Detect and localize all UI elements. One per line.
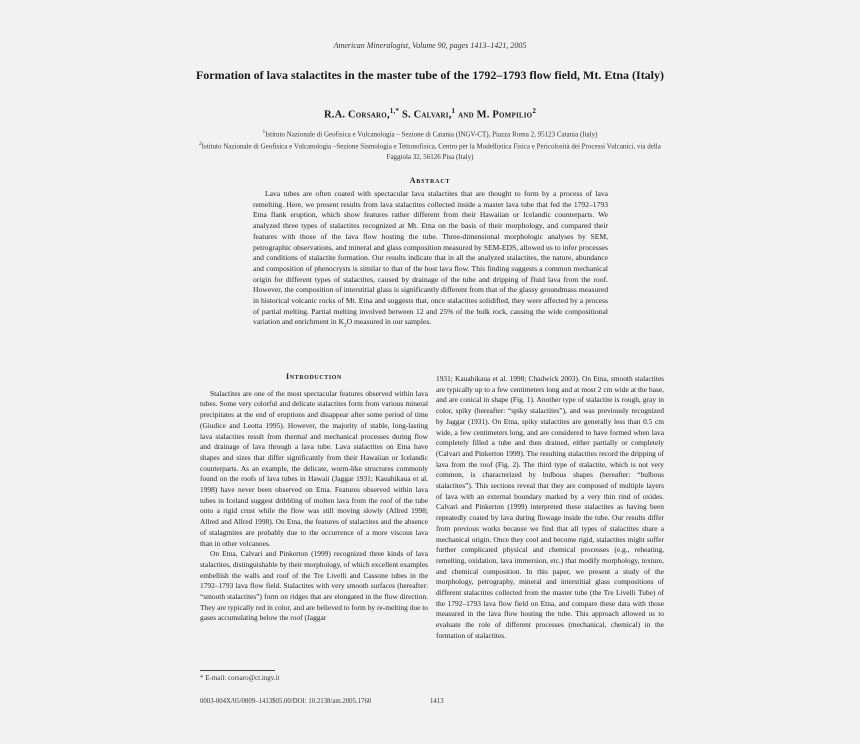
page-number: 1413	[430, 698, 444, 705]
column-right	[436, 374, 664, 642]
abstract-text: Lava tubes are often coated with spectacular lava stalactites that are thought to form by a process of lava remelting. Here, we present results from lava stalactites collected inside a master lava tube that fed the 1792–1793 Etna flank eruption, which show features rather different from their Hawaiian or Icelandic counterparts. We analyzed three types of stalactites recognized at Mt. Etna on the basis of their morphology, and compared their features with those of the lava flow hosting the tube. Three-dimensional morphologic analyses by SEM, petrographic observations, and mineral and glass composition measured by SEM-EDS, allowed us to infer processes and conditions of stalactite formation. Our results indicate that in all the analyzed stalactites, the nature, abundance and composition of phenocrysts is similar to that of the host lava flow. This finding suggests a common mechanical origin for different types of stalactites, caused by drainage of the tube and dripping of fluid lava from the roof. However, the composition of interstitial glass is significantly different from that of the glassy groundmass measured in historical volcanic rocks of Mt. Etna and suggests that, once stalactites solidified, they were affected by a process of partial melting. Partial melting involved between 12 and 25% of the bulk rock, causing the wide compositional variation and enrichment in K	[253, 189, 608, 327]
affiliation-2-text: Istituto Nazionale di Geofisica e Vulcanologia –Sezione Sismologia e Tettonofisica, Centro per la Modellistica Fisica e Pericolosità dei Processi Vulcanici, via della Faggiola 32, 56126 Pisa (Italy)	[201, 142, 661, 161]
author-1-sup: 1,*	[389, 107, 400, 115]
column-left	[200, 372, 428, 624]
author-2-sup: 1	[451, 107, 456, 115]
author-2: S. Calvari,	[401, 109, 452, 121]
abstract-body	[253, 189, 608, 333]
affiliation-1	[195, 128, 665, 140]
author-3: and M. Pompilio	[458, 109, 533, 121]
abstract-subscript: 2	[344, 323, 347, 329]
footnote-email: * E-mail: corsaro@ct.ingv.it	[200, 674, 280, 682]
author-1: R.A. Corsaro,	[323, 109, 390, 121]
introduction-heading: Introduction	[286, 372, 342, 381]
affiliation-1-text: Istituto Nazionale di Geofisica e Vulcanologia – Sezione di Catania (INGV-CT), Piazza Roma 2, 95123 Catania (Italy)	[265, 130, 598, 139]
author-line	[0, 107, 860, 121]
abstract-text-end: O measured in our samples.	[346, 317, 432, 327]
paper-title: Formation of lava stalactites in the master tube of the 1792–1793 flow field, Mt. Etna (Italy)	[195, 68, 665, 82]
affiliation-2	[195, 140, 665, 162]
author-3-sup: 2	[532, 107, 537, 115]
intro-paragraph-2: On Etna, Calvari and Pinkerton (1999) recognized three kinds of lava stalactites, distinguishable by their morphology, of which excellent examples embellish the walls and roof of the Tre Livelli and Cassone tubes in the 1792–1793 lava flow field. Stalactites with very smooth surfaces (hereafter: “smooth stalactites”) form on ridges that are elongated in the flow direction. They are typically red in color, and are believed to form by re-melting due to gases accumulating below the roof (Jaggar	[200, 549, 428, 623]
footnote-rule	[200, 670, 275, 671]
footer-doi: 0003-004X/05/0809–1413$05.00/DOI: 10.2138/am.2005.1760	[200, 698, 372, 705]
affiliation-2-num: 2	[199, 141, 202, 147]
journal-header: American Mineralogist, Volume 90, pages 1413–1421, 2005	[333, 41, 527, 50]
intro-paragraph-3: 1931; Kauahikaua et al. 1998; Chadwick 2003). On Etna, smooth stalactites are typically up to a few centimeters long and at most 2 cm wide at the base, and are conical in shape (Fig. 1). Another type of stalactite is rough, gray in color, spiky (hereafter: “spiky stalactites”), and was previously recognized by Jaggar (1931). On Etna, spiky stalactites are generally less than 0.5 cm wide, a few centimeters long, and are considered to have formed when lava completely filled a tube and then drained, either partially or completely (Calvari and Pinkerton 1999). The resulting stalactites record the dripping of lava from the roof (Fig. 2). The third type of stalactite, which is not very common, is characterized by bulbous shapes (hereafter: “bulbous stalactites”). This sections reveal that they are composed of multiple layers of lava with an external boundary marked by a very thin rind of oxides. Calvari and Pinkerton (1999) interpreted these stalactites as having been repeatedly coated by lava during flowage inside the tube. Our results differ from previous works because we find that all types of stalactites share a mechanical origin. Once they cool and become rigid, stalactites might suffer further complicated physical and chemical processes (e.g., reheating, remelting, oxidation, lava immersion, etc.) that modify morphology, texture, and chemical composition. In this paper, we present a study of the morphology, petrography, mineral and interstitial glass compositions of different stalactites collected from the master tube (the Tre Livelli Tube) of the 1792–1793 lava flow field on Etna, and compare these data with those measured in the lava flow hosting the tube. This approach allowed us to evaluate the role of different processes (mechanical, chemical) in the formation of stalactites.	[436, 374, 664, 640]
affiliation-1-num: 1	[262, 130, 266, 135]
affiliations	[195, 128, 665, 162]
intro-paragraph-1: Stalactites are one of the most spectacular features observed within lava tubes. Some very colorful and delicate stalactites form from various mineral precipitates at the end of eruptions and disappear after some period of time (Giudice and Leotta 1995). However, the majority of stable, long-lasting lava stalactites result from thermal and mechanical processes during flow and drainage of lava through a lava tube. Lava stalactites on Etna have shapes and sizes that differ significantly from their Hawaiian or Icelandic counterparts. As an example, the delicate, worm-like structures commonly found on the roofs of lava tubes in Hawaii (Jaggar 1931; Kauahikaua et al. 1998) have never been observed on Etna. Features observed within lava tubes in Iceland suggest dribbling of molten lava from the roof of the tube onto a rigid crust while the flow was still moving slowly (Allred 1998; Allred and Allred 1998). On Etna, the features of stalactites and the absence of stalagmites are probably due to the occurrence of a more viscous lava than in other volcanoes.	[200, 388, 428, 548]
abstract-heading: Abstract	[409, 176, 451, 185]
